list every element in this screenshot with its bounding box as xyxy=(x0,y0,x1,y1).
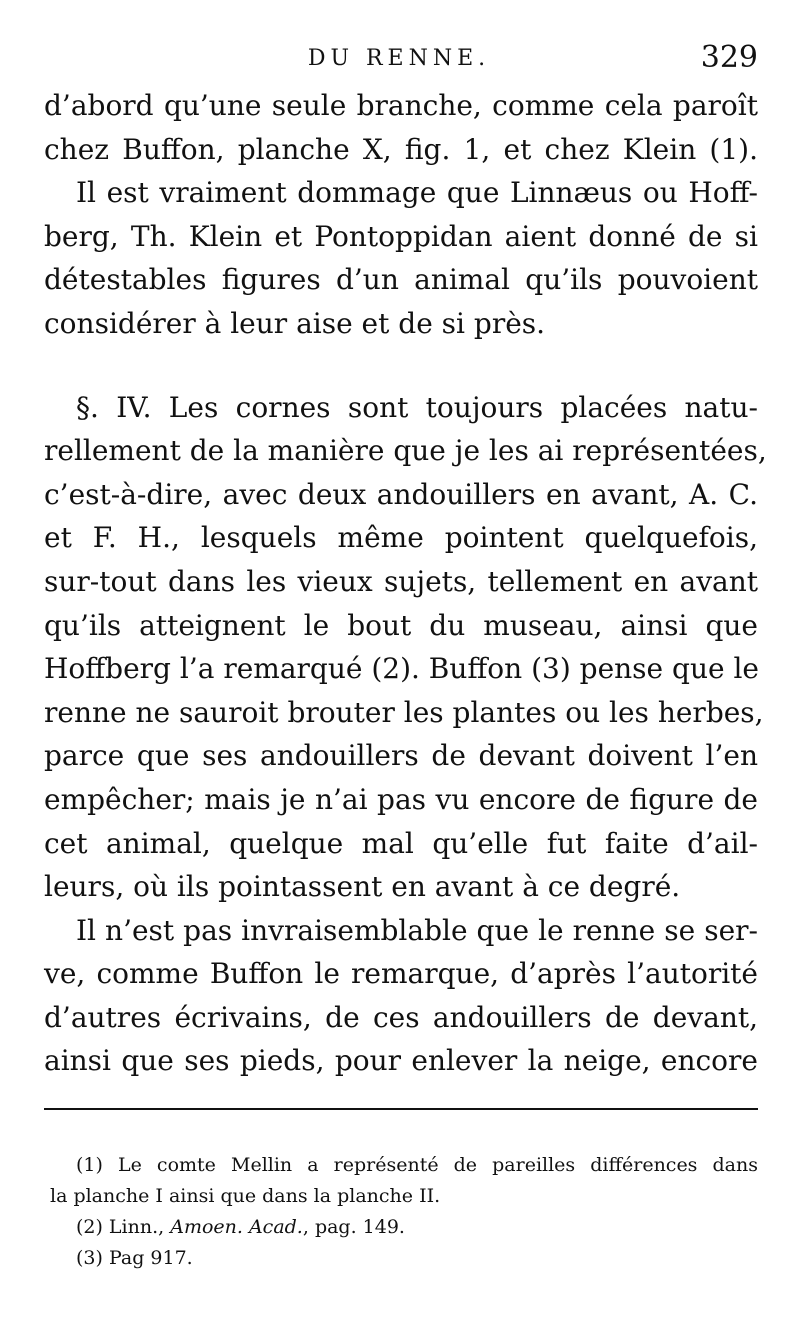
footnote-2-mark: (2) xyxy=(76,1216,103,1238)
footnote-rule xyxy=(44,1108,758,1110)
page-number: 329 xyxy=(700,40,758,75)
text-line: rellement de la manière que je les ai représentées, xyxy=(44,434,767,468)
text-line: leurs, où ils pointassent en avant à ce degré. xyxy=(44,870,681,904)
text-line: qu’ils atteignent le bout du museau, ainsi que xyxy=(44,608,758,642)
footnote-3: (3) Pag 917. xyxy=(76,1247,193,1269)
text-line: d’abord qu’une seule branche, comme cela paroît xyxy=(44,89,758,122)
footnote-2 xyxy=(50,1212,758,1243)
text-line: considérer à leur aise et de si près. xyxy=(44,306,546,340)
text-line: détestables figures d’un animal qu’ils pouvoient xyxy=(44,263,758,297)
text-line: sur-tout dans les vieux sujets, tellement en avant xyxy=(44,564,758,598)
footnote-2-text-a: Linn., xyxy=(108,1216,165,1238)
text-line: parce que ses andouillers de devant doivent l’en xyxy=(44,739,758,773)
text-line: §. IV. Les cornes sont toujours placées natu- xyxy=(76,390,758,424)
footnote-2-text-b: , pag. 149. xyxy=(302,1216,405,1238)
footnote-2-title: Amoen. Acad. xyxy=(170,1216,303,1238)
text-line: ainsi que ses pieds, pour enlever la neige, encore xyxy=(44,1044,758,1078)
footnotes xyxy=(50,1150,758,1274)
text-line: berg, Th. Klein et Pontoppidan aient donné de si xyxy=(44,219,758,253)
body-text xyxy=(44,84,767,1083)
paragraph-gap xyxy=(44,346,758,386)
footnote-1-line-1: (1) Le comte Mellin a représenté de pareilles différences dans xyxy=(76,1154,758,1176)
text-line: cet animal, quelque mal qu’elle fut faite d’ail- xyxy=(44,826,758,860)
text-line: chez Buffon, planche X, fig. 1, et chez Klein (1). xyxy=(44,132,758,166)
text-line: d’autres écrivains, de ces andouillers de devant, xyxy=(44,1000,758,1034)
text-line: Hoffberg l’a remarqué (2). Buffon (3) pense que le xyxy=(44,652,759,686)
running-head xyxy=(40,38,758,78)
text-line: et F. H., lesquels même pointent quelquefois, xyxy=(44,521,758,555)
text-line: c’est-à-dire, avec deux andouillers en avant, A. C. xyxy=(44,477,758,511)
running-title: DU RENNE. xyxy=(307,46,491,71)
text-line: Il est vraiment dommage que Linnæus ou Hoff- xyxy=(76,176,758,210)
footnote-1-line-2: la planche I ainsi que dans la planche II. xyxy=(50,1185,441,1207)
text-line: renne ne sauroit brouter les plantes ou les herbes, xyxy=(44,695,764,729)
text-line: Il n’est pas invraisemblable que le renne se ser- xyxy=(76,913,758,947)
text-line: empêcher; mais je n’ai pas vu encore de figure de xyxy=(44,782,758,816)
text-line: ve, comme Buffon le remarque, d’après l’autorité xyxy=(44,957,758,991)
